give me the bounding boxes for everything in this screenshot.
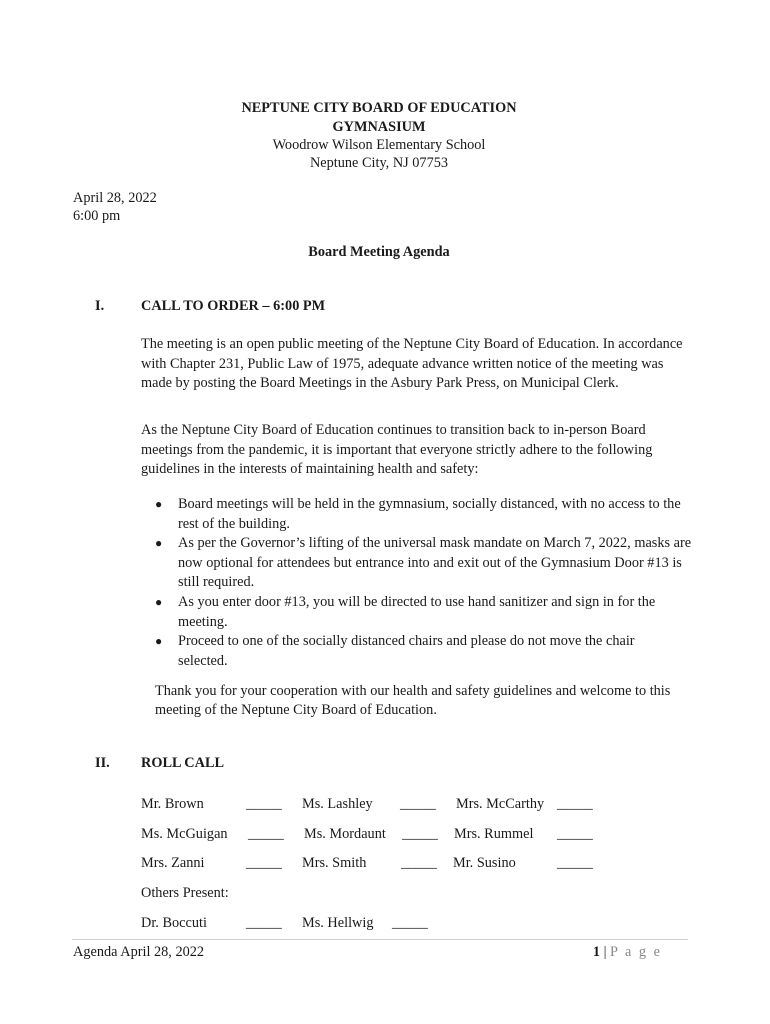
agenda-title: Board Meeting Agenda — [308, 244, 450, 260]
roll-call-name: Dr. Boccuti — [141, 915, 207, 931]
roll-call-blank: _____ — [246, 796, 282, 812]
roll-call-name: Mr. Susino — [453, 855, 516, 871]
roll-call-blank: _____ — [246, 915, 282, 931]
roll-call-blank: _____ — [402, 826, 438, 842]
roll-call-blank: _____ — [557, 796, 593, 812]
bullet-icon: ● — [155, 634, 163, 648]
roll-call-blank: _____ — [392, 915, 428, 931]
meeting-time: 6:00 pm — [73, 208, 121, 224]
org-title: NEPTUNE CITY BOARD OF EDUCATION — [241, 100, 517, 116]
roll-call-name: Ms. McGuigan — [141, 826, 228, 842]
page-word: P a g e — [610, 944, 662, 960]
roll-call-name: Ms. Hellwig — [302, 915, 374, 931]
section-1-paragraph-2: As the Neptune City Board of Education continues to transition back to in-person Board meetings from the pandemic, it is important that everyone strictly adhere to the following guidelines in the interests of maintaining health and safety: — [141, 422, 653, 477]
roll-call-name: Mrs. McCarthy — [456, 796, 545, 812]
bullet-icon: ● — [155, 595, 163, 609]
others-present-label: Others Present: — [141, 885, 229, 901]
roll-call-name: Ms. Mordaunt — [304, 826, 386, 842]
school-name: Woodrow Wilson Elementary School — [272, 137, 486, 153]
section-1-heading: CALL TO ORDER – 6:00 PM — [141, 298, 326, 314]
roll-call-blank: _____ — [248, 826, 284, 842]
section-1-numeral: I. — [95, 298, 105, 314]
roll-call-name: Mr. Brown — [141, 796, 204, 812]
footer-left-text: Agenda April 28, 2022 — [73, 944, 205, 960]
city-address: Neptune City, NJ 07753 — [309, 155, 449, 171]
roll-call-name: Mrs. Smith — [302, 855, 367, 871]
roll-call-blank: _____ — [557, 855, 593, 871]
bullet-icon: ● — [155, 536, 163, 550]
bullet-icon: ● — [155, 497, 163, 511]
closing-paragraph: Thank you for your cooperation with our health and safety guidelines and welcome to this meeting of the Neptune City Board of Education. — [155, 683, 671, 718]
section-2-heading: ROLL CALL — [141, 755, 225, 771]
section-2-numeral: II. — [95, 755, 110, 771]
roll-call-name: Mrs. Rummel — [454, 826, 534, 842]
roll-call-blank: _____ — [246, 855, 282, 871]
venue-title: GYMNASIUM — [332, 119, 426, 135]
meeting-date: April 28, 2022 — [73, 190, 157, 206]
roll-call-blank: _____ — [557, 826, 593, 842]
roll-call-name: Ms. Lashley — [302, 796, 373, 812]
page-number-value: 1 — [592, 944, 600, 960]
roll-call-name: Mrs. Zanni — [141, 855, 205, 871]
footer-divider — [72, 939, 688, 940]
page-separator: | — [600, 944, 611, 960]
roll-call-blank: _____ — [400, 796, 436, 812]
section-1-paragraph-1: The meeting is an open public meeting of the Neptune City Board of Education. In accordance with Chapter 231, Public Law of 1975, adequate advance written notice of the meeting was made by posting the Board Meetings in the Asbury Park Press, on Municipal Clerk. — [141, 336, 683, 391]
page-number — [593, 943, 662, 962]
roll-call-blank: _____ — [401, 855, 437, 871]
